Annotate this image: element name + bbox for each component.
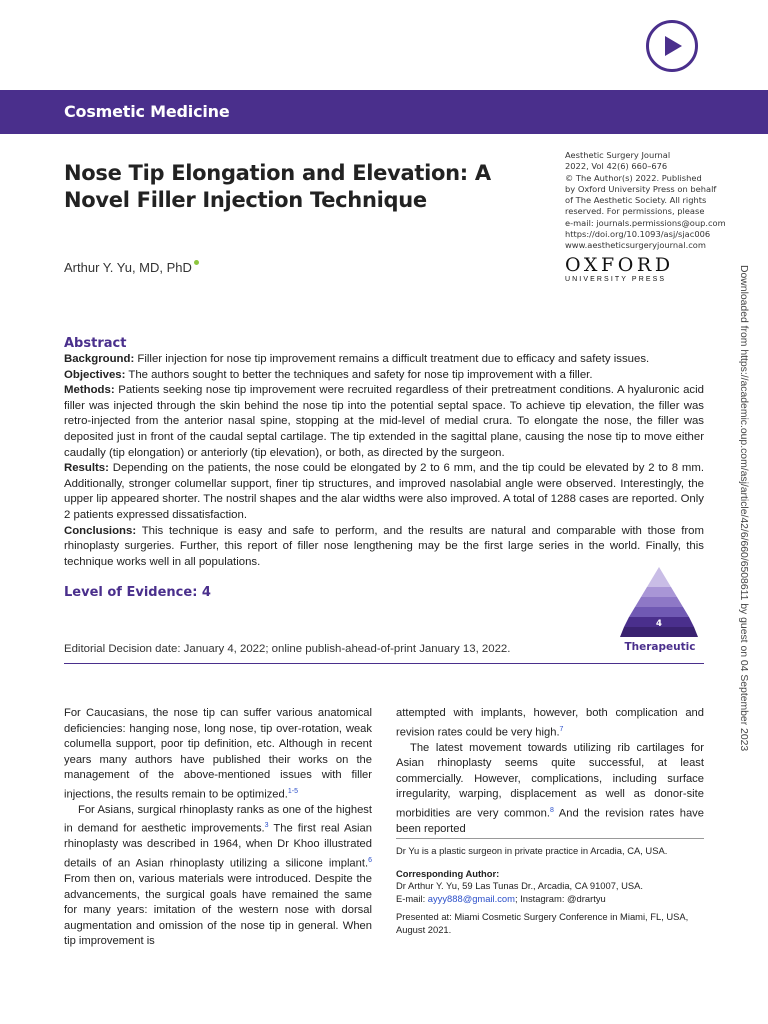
- copyright-line: of The Aesthetic Society. All rights: [565, 195, 707, 206]
- journal-name: Aesthetic Surgery Journal: [565, 150, 671, 160]
- download-note-text: Downloaded from https://academic.oup.com/asj/article/42/6/660/6508611 by guest on 04 September 2023: [738, 265, 749, 752]
- article-title: Nose Tip Elongation and Elevation: A Novel Filler Injection Technique: [64, 161, 491, 212]
- abstract-methods: Methods: Patients seeking nose tip improvement were recruited regardless of their pretreatment conditions. A hyaluronic acid filler was injected through the skin behind the nose tip into the potential septal space. To achieve tip elevation, the filler was retro-injected from the anterior nasal spine, stopping at the mid-level of medial crura. To elongate the nose, the filler was deposited just in front of the caudal septal cartilage. The tip extended in the sagittal plane, causing the nose tip to move either caudally (tip elongation) or anteriorly (tip elevation), or both, as directed by the surgeon.: [64, 384, 704, 459]
- evidence-type-label: Therapeutic: [624, 641, 696, 653]
- corresponding-address: Dr Arthur Y. Yu, 59 Las Tunas Dr., Arcadia, CA 91007, USA.: [396, 880, 644, 892]
- body-paragraph: For Asians, surgical rhinoplasty ranks as one of the highest in demand for aesthetic improvements.$^3$ The first real Asian rhinoplasty was described in 1964, when Dr Khoo illustrated details of an Asian rhinoplasty utilizing a silicone implant.$^6$ From then on, various materials were introduced. Despite the advancements, the surgical goals have remained the same for many years: imitation of the western nose with dorsal augmentation and omission of the nose tip in general. When tip improvement is: [64, 803, 372, 948]
- section-label: Cosmetic Medicine: [64, 102, 230, 121]
- copyright-line: © The Author(s) 2022. Published: [565, 172, 702, 183]
- author-notes: [396, 845, 704, 943]
- author-name[interactable]: Arthur Y. Yu, MD, PhD: [64, 260, 192, 275]
- body-paragraph: The latest movement towards utilizing rib cartilages for Asian rhinoplasty seems quite successful, at least commercially. However, complications, including surface irregularity, warping, displacement as well as donor-site morbidities are very common.$^8$ And the revision rates have been reported: [396, 741, 704, 835]
- citation-link[interactable]: 1-5: [287, 787, 298, 795]
- abstract-results: Results: Depending on the patients, the nose could be elongated by 2 to 6 mm, and the tip could be elevated by 2 to 8 mm. Additionally, stronger columellar support, finer tip structures, and improved nasolabial angle were observed. Interestingly, the upper lip appeared shorter. The nostril shapes and the alar widths were also improved. A total of 1288 cases are reported. Only 2 patients expressed dissatisfaction.: [64, 462, 704, 521]
- corresponding-author-label: Corresponding Author:: [396, 867, 500, 879]
- citation-link[interactable]: 8: [549, 806, 554, 814]
- copyright-line: by Oxford University Press on behalf: [565, 183, 717, 194]
- abstract-conclusions: Conclusions: This technique is easy and safe to perform, and the results are natural and comparable with those from rhinoplasty surgeries. Further, this report of filler nose lengthening may be the first large series in the world. Finally, this technique works well in all populations.: [64, 524, 704, 568]
- permissions-email[interactable]: e-mail: journals.permissions@oup.com: [565, 217, 726, 228]
- email-link[interactable]: ayyy888@gmail.com: [427, 892, 515, 904]
- divider: [64, 663, 704, 664]
- publisher-name: OXFORD: [565, 254, 674, 276]
- journal-website[interactable]: www.aestheticsurgeryjournal.com: [565, 240, 706, 251]
- publisher-sub: UNIVERSITY PRESS: [565, 276, 667, 283]
- journal-volume: 2022, Vol 42(6) 660–676: [565, 161, 668, 172]
- citation-link[interactable]: 7: [559, 725, 564, 733]
- orcid-icon[interactable]: [194, 260, 199, 265]
- body-paragraph: For Caucasians, the nose tip can suffer various anatomical deficiencies: hanging nose, long nose, tip over-rotation, weak columella support, poor tip definition, etc. Although in recent years many authors have published their works on the management of the above-mentioned issues with filler injections, the results remain to be optimized.$^{1-5}$: [64, 707, 372, 801]
- play-icon: [663, 35, 683, 57]
- journal-info: [565, 150, 726, 252]
- body-column-left: [64, 706, 372, 950]
- level-of-evidence: Level of Evidence: 4: [64, 585, 211, 600]
- footnote-divider: [396, 838, 704, 839]
- abstract-objectives: Objectives: The authors sought to better the techniques and safety for nose tip improvement with a filler.: [64, 368, 593, 381]
- abstract-heading: Abstract: [64, 336, 127, 351]
- section-banner: [0, 90, 768, 134]
- body-paragraph: attempted with implants, however, both complication and revision rates could be very high.$^7$: [396, 707, 704, 739]
- download-note: [735, 265, 751, 765]
- presented-at: Presented at: Miami Cosmetic Surgery Conference in Miami, FL, USA, August 2021.: [396, 911, 689, 935]
- citation-link[interactable]: 6: [368, 856, 372, 864]
- doi-link[interactable]: https://doi.org/10.1093/asj/sjac006: [565, 229, 711, 240]
- author-bio: Dr Yu is a plastic surgeon in private practice in Arcadia, CA, USA.: [396, 845, 668, 856]
- editorial-dates: Editorial Decision date: January 4, 2022; online publish-ahead-of-print January 13, 2022.: [64, 643, 511, 655]
- contact-line: E-mail: ayyy888@gmail.com; Instagram: @drartyu: [396, 892, 606, 904]
- author-line: [64, 260, 199, 275]
- publisher-logo: [565, 254, 675, 283]
- play-video-button[interactable]: [646, 20, 698, 72]
- abstract-body: [64, 352, 704, 570]
- evidence-level-number: 4: [656, 619, 662, 629]
- citation-link[interactable]: 3: [264, 822, 269, 830]
- copyright-line: reserved. For permissions, please: [565, 206, 705, 217]
- body-column-right: [396, 706, 704, 837]
- abstract-background: Background: Filler injection for nose tip improvement remains a difficult treatment due to efficacy and safety issues.: [64, 353, 650, 365]
